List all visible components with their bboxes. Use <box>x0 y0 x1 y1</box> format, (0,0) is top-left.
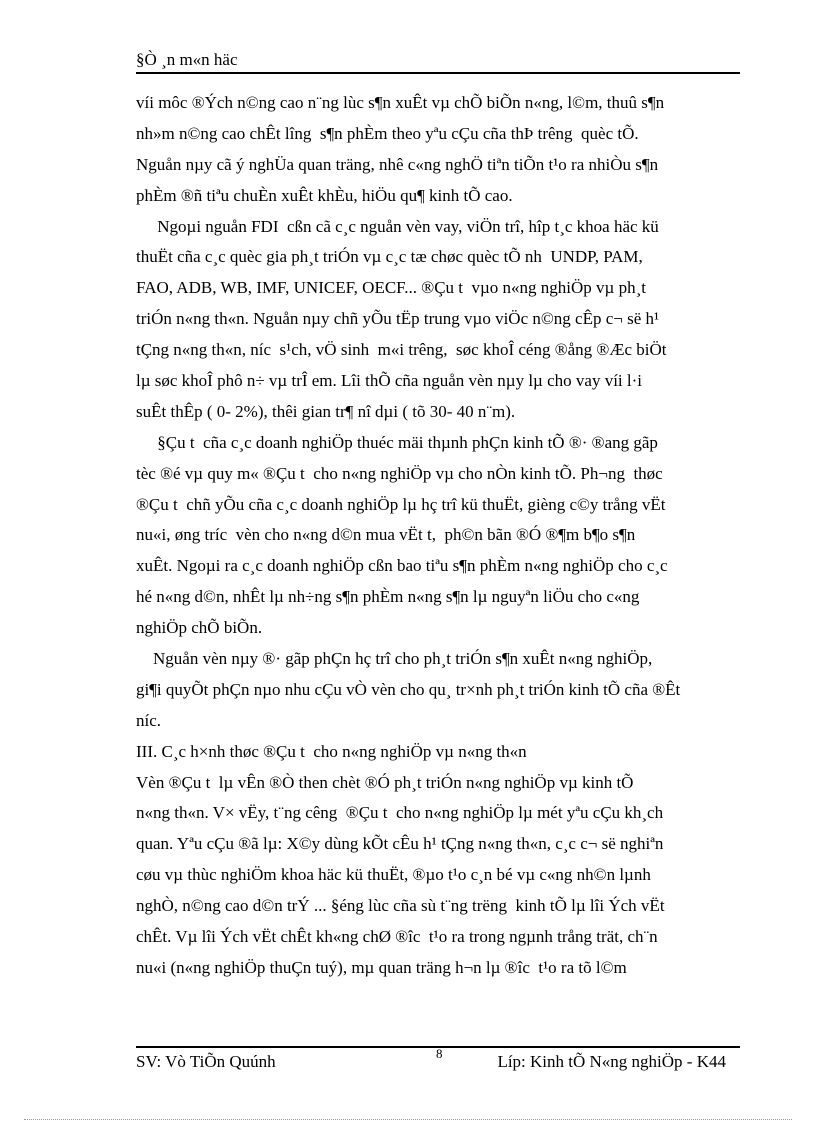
text-line: tÇng n«ng th«n, níc s¹ch, vÖ sinh m«i trêng, søc khoÎ céng ®ång ®Æc biÖt <box>136 340 667 360</box>
text-line: nu«i, øng tríc vèn cho n«ng d©n mua vËt t, ph©n bãn ®Ó ®¶m b¶o s¶n <box>136 525 636 545</box>
text-line: phÈm ®ñ tiªu chuÈn xuÊt khÈu, hiÖu qu¶ kinh tÕ cao. <box>136 185 513 205</box>
text-line: Ngoµi nguån FDI cßn cã c¸c nguån vèn vay, viÖn trî, hîp t¸c khoa häc kü <box>136 216 659 236</box>
text-line: chÊt. Vµ lîi Ých vËt chÊt kh«ng chØ ®îc t¹o ra trong ngµnh trång trät, ch¨n <box>136 927 658 947</box>
header-title: §Ò ¸n m«n häc <box>136 50 238 69</box>
page-bottom-dotted-border <box>24 1119 792 1120</box>
text-line: lµ søc khoÎ phô n÷ vµ trÎ em. Lîi thÕ cña nguån vèn nµy lµ cho vay víi l·i <box>136 371 642 391</box>
text-line: hé n«ng d©n, nhÊt lµ nh÷ng s¶n phÈm n«ng s¶n lµ nguyªn liÖu cho c«ng <box>136 587 640 607</box>
student-name: SV: Vò TiÕn Quúnh <box>136 1052 276 1071</box>
text-line: III. C¸c h×nh thøc ®Çu t cho n«ng nghiÖp vµ n«ng th«n <box>136 741 527 761</box>
text-line: xuÊt. Ngoµi ra c¸c doanh nghiÖp cßn bao tiªu s¶n phÈm n«ng nghiÖp cho c¸c <box>136 556 668 576</box>
text-line: Nguån vèn nµy ®· gãp phÇn hç trî cho ph¸t triÓn s¶n xuÊt n«ng nghiÖp, <box>136 649 653 669</box>
text-line: víi môc ®Ých n©ng cao n¨ng lùc s¶n xuÊt vµ chÕ biÕn n«ng, l©m, thuû s¶n <box>136 93 665 112</box>
text-line: suÊt thÊp ( 0- 2%), thêi gian tr¶ nî dµi ( tõ 30- 40 n¨m). <box>136 401 516 421</box>
body-text <box>136 88 740 984</box>
text-line: gi¶i quyÕt phÇn nµo nhu cÇu vÒ vèn cho qu¸ tr×nh ph¸t triÓn kinh tÕ cña ®Êt <box>136 679 681 699</box>
text-line: triÓn n«ng th«n. Nguån nµy chñ yÕu tËp trung vµo viÖc n©ng cÊp c¬ së h¹ <box>136 309 660 329</box>
text-line: thuËt cña c¸c quèc gia ph¸t triÓn vµ c¸c tæ chøc quèc tÕ nh UNDP, PAM, <box>136 247 643 267</box>
text-line: quan. Yªu cÇu ®ã lµ: X©y dùng kÕt cÊu h¹ tÇng n«ng th«n, c¸c c¬ së nghiªn <box>136 834 664 854</box>
text-line: nh»m n©ng cao chÊt lîng s¶n phÈm theo yªu cÇu cña thÞ trêng quèc tÕ. <box>136 123 639 143</box>
page-header <box>136 48 740 74</box>
text-line: n«ng th«n. V× vËy, t¨ng cêng ®Çu t cho n«ng nghiÖp lµ mét yªu cÇu kh¸ch <box>136 803 664 823</box>
text-line: Nguån nµy cã ý nghÜa quan träng, nhê c«ng nghÖ tiªn tiÕn t¹o ra nhiÒu s¶n <box>136 154 659 174</box>
header-rule <box>136 72 740 74</box>
text-line: níc. <box>136 710 162 730</box>
class-label: Líp: Kinh tÕ N«ng nghiÖp - K44 <box>497 1052 726 1071</box>
text-line: FAO, ADB, WB, IMF, UNICEF, OECF... ®Çu t vµo n«ng nghiÖp vµ ph¸t <box>136 278 646 298</box>
text-line: cøu vµ thùc nghiÖm khoa häc kü thuËt, ®µo t¹o c¸n bé vµ c«ng nh©n lµnh <box>136 865 651 885</box>
text-line: §Çu t cña c¸c doanh nghiÖp thuéc mäi thµnh phÇn kinh tÕ ®· ®ang gãp <box>136 432 658 452</box>
text-line: nghÒ, n©ng cao d©n trÝ ... §éng lùc cña sù t¨ng trëng kinh tÕ lµ lîi Ých vËt <box>136 896 665 916</box>
text-line: ®Çu t chñ yÕu cña c¸c doanh nghiÖp lµ hç trî kü thuËt, gièng c©y trång vËt <box>136 494 666 514</box>
text-line: Vèn ®Çu t lµ vÊn ®Ò then chèt ®Ó ph¸t triÓn n«ng nghiÖp vµ kinh tÕ <box>136 772 634 792</box>
page-number: 8 <box>436 1046 443 1061</box>
text-line: nu«i (n«ng nghiÖp thuÇn tuý), mµ quan träng h¬n lµ ®îc t¹o ra tõ l©m <box>136 957 627 977</box>
text-line: nghiÖp chÕ biÕn. <box>136 618 263 638</box>
page-footer <box>136 1046 740 1078</box>
text-line: tèc ®é vµ quy m« ®Çu t cho n«ng nghiÖp vµ cho nÒn kinh tÕ. Ph¬ng thøc <box>136 463 663 483</box>
